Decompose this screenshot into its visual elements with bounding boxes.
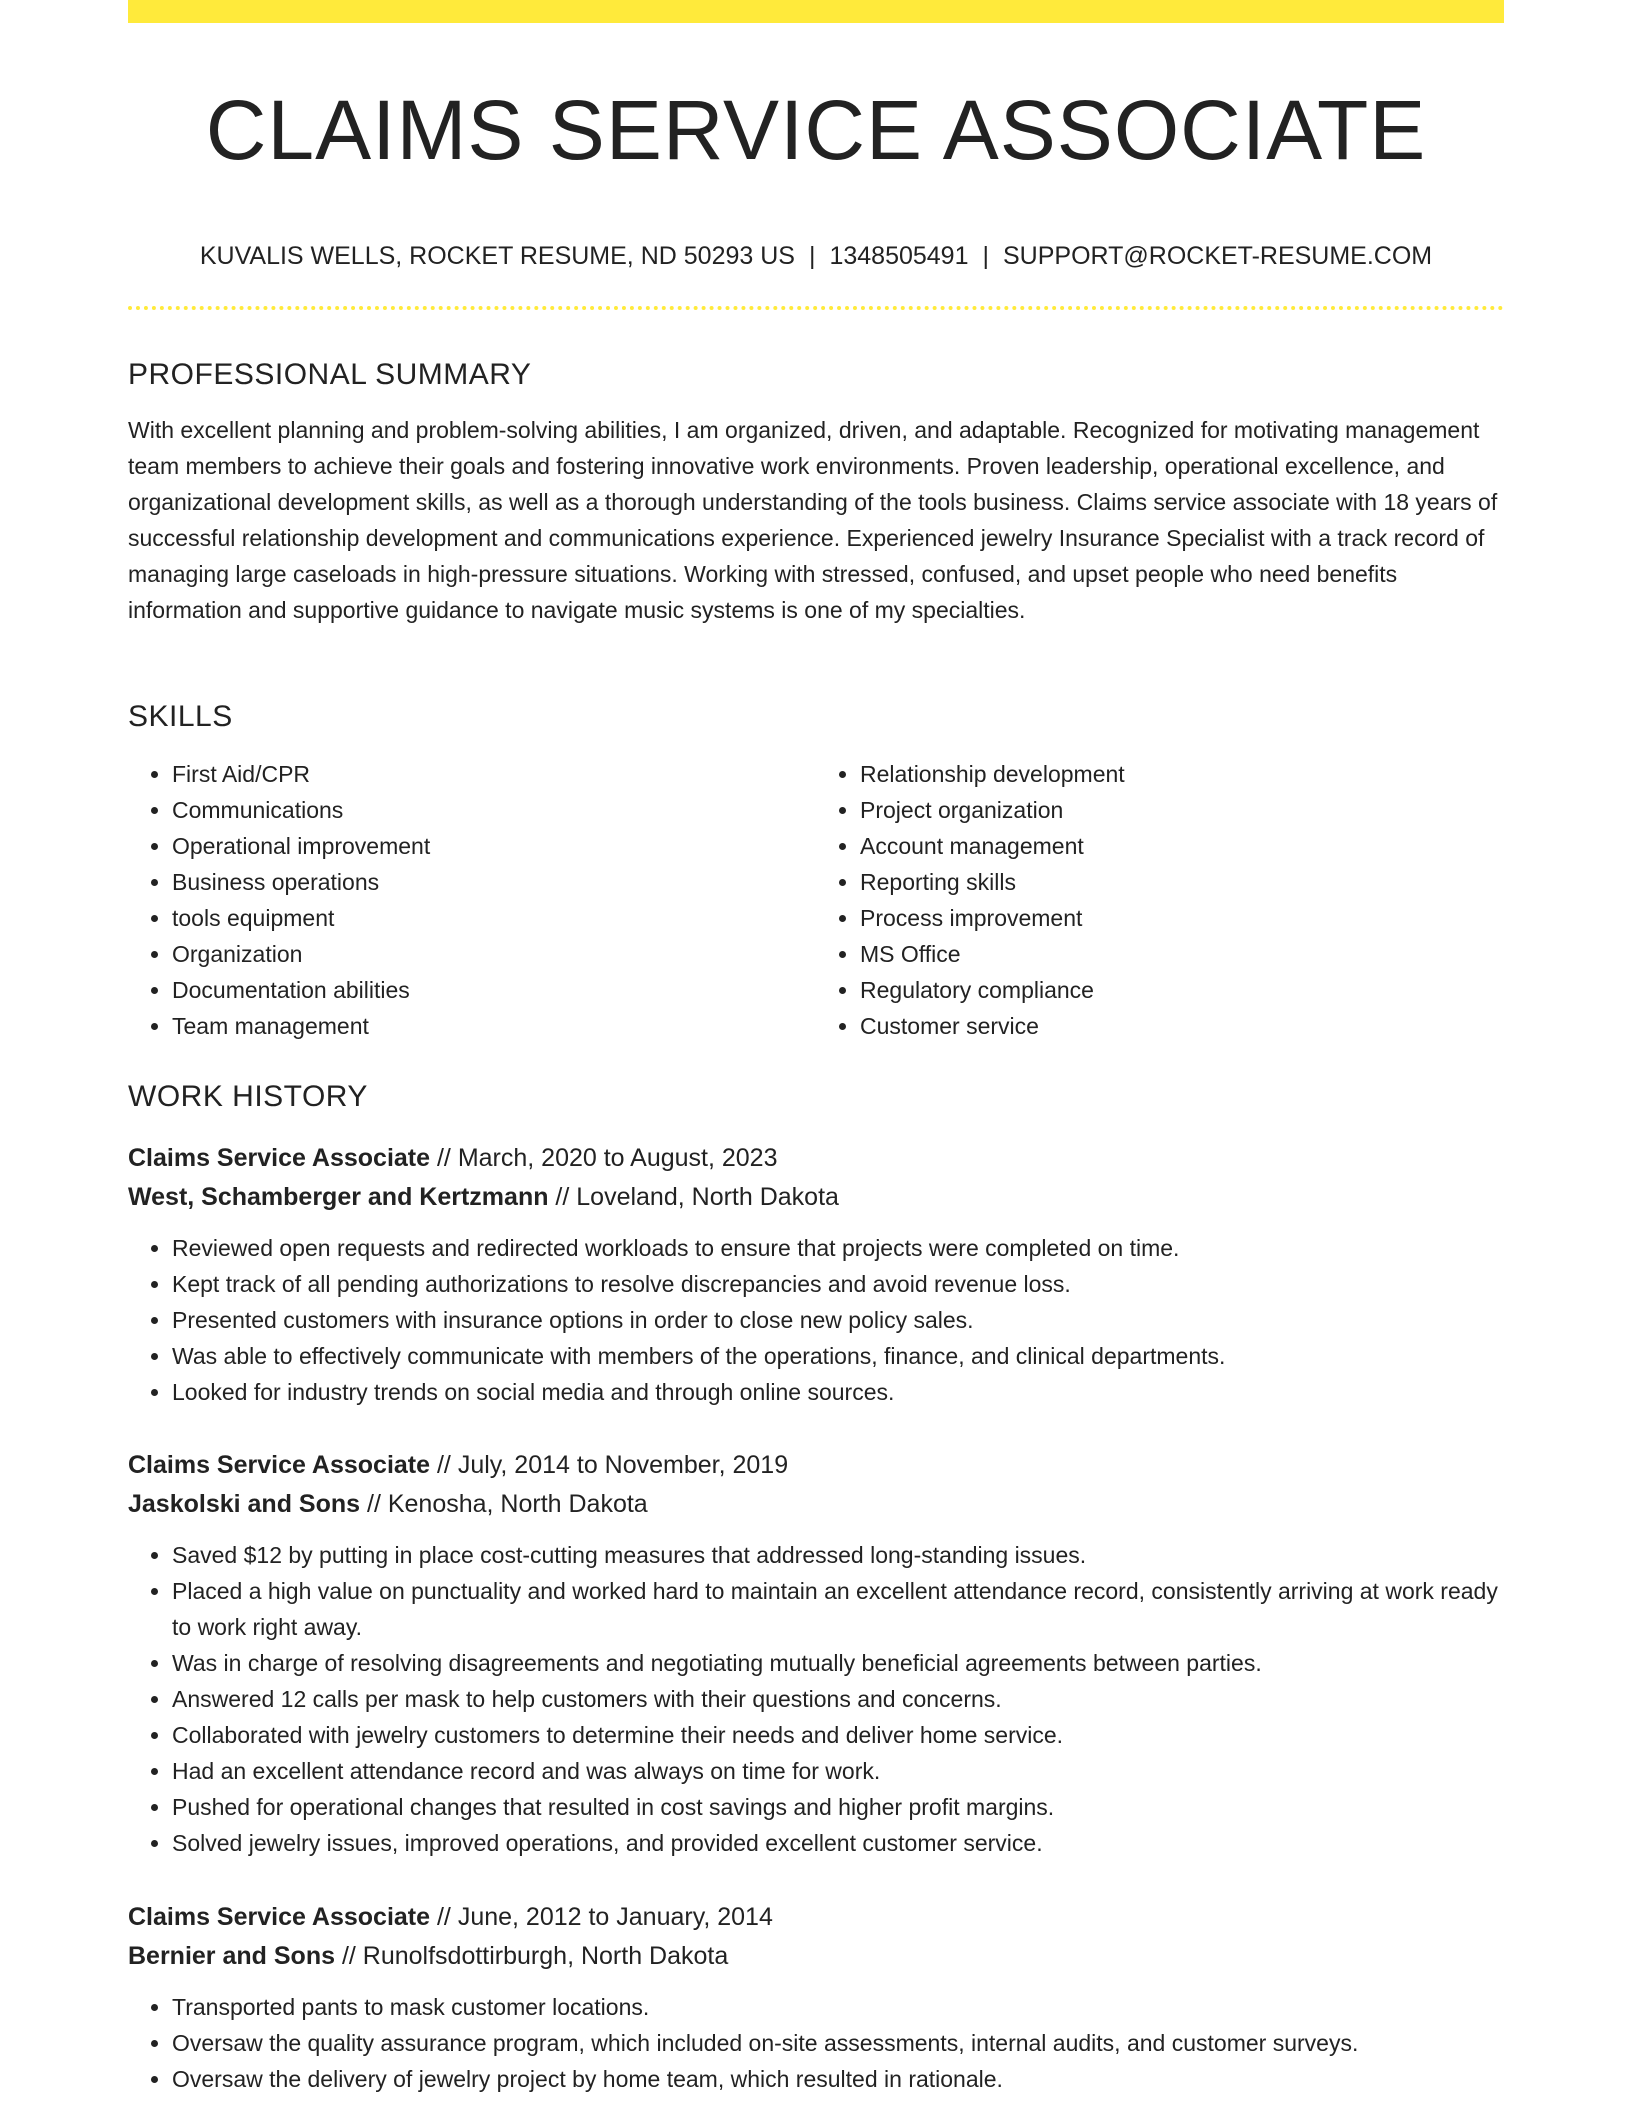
job-entry (128, 1446, 1504, 1861)
job-company: West, Schamberger and Kertzmann (128, 1183, 549, 1211)
job-duty: • Placed a high value on punctuality and worked hard to maintain an excellent attendance record, consistently arriving at work ready to work right away. (172, 1573, 1504, 1645)
summary-section (128, 355, 1504, 628)
job-company-line (128, 1937, 1504, 1976)
skills-list-right (816, 756, 1504, 1044)
job-location: // Runolfsdottirburgh, North Dakota (335, 1942, 729, 1970)
job-duty: • Kept track of all pending authorizations to resolve discrepancies and avoid revenue loss. (172, 1266, 1504, 1302)
job-duty: • Saved $12 by putting in place cost-cutting measures that addressed long-standing issues. (172, 1537, 1504, 1573)
skill-item: • Organization (172, 936, 816, 972)
skill-item: • Reporting skills (860, 864, 1504, 900)
skills-list-left (128, 756, 816, 1044)
job-duty: • Pushed for operational changes that resulted in cost savings and higher profit margins. (172, 1789, 1504, 1825)
work-history-section (128, 1077, 1504, 1117)
job-company-line (128, 1485, 1504, 1524)
job-duties (128, 1537, 1504, 1861)
job-duty: • Presented customers with insurance options in order to close new policy sales. (172, 1302, 1504, 1338)
skills-section (128, 697, 1504, 1044)
accent-top-bar (128, 0, 1504, 23)
contact-email: SUPPORT@ROCKET-RESUME.COM (1003, 242, 1433, 270)
skill-item: • Customer service (860, 1008, 1504, 1044)
contact-phone: 1348505491 (829, 242, 969, 270)
job-duty: • Was in charge of resolving disagreements and negotiating mutually beneficial agreements between parties. (172, 1645, 1504, 1681)
job-duties (128, 1989, 1504, 2097)
skill-item: • Project organization (860, 792, 1504, 828)
job-role: Claims Service Associate (128, 1451, 431, 1479)
job-location: // Loveland, North Dakota (548, 1183, 839, 1211)
skill-item: • MS Office (860, 936, 1504, 972)
job-duty: • Answered 12 calls per mask to help customers with their questions and concerns. (172, 1681, 1504, 1717)
job-role-line (128, 1446, 1504, 1485)
job-duty: • Transported pants to mask customer locations. (172, 1989, 1504, 2025)
skill-item: • Process improvement (860, 900, 1504, 936)
job-role: Claims Service Associate (128, 1903, 431, 1931)
job-duty: • Solved jewelry issues, improved operations, and provided excellent customer service. (172, 1825, 1504, 1861)
skill-item: • Operational improvement (172, 828, 816, 864)
skill-item: • tools equipment (172, 900, 816, 936)
job-duty: • Reviewed open requests and redirected workloads to ensure that projects were completed on time. (172, 1230, 1504, 1266)
job-dates: // March, 2020 to August, 2023 (430, 1144, 778, 1172)
job-company: Jaskolski and Sons (128, 1490, 361, 1518)
job-entry (128, 1139, 1504, 1410)
work-history-heading: WORK HISTORY (128, 1080, 368, 1113)
skill-item: • Communications (172, 792, 816, 828)
job-dates: // July, 2014 to November, 2019 (430, 1451, 789, 1479)
job-company-line (128, 1178, 1504, 1217)
skills-columns (128, 756, 1504, 1044)
job-duty: • Oversaw the delivery of jewelry project by home team, which resulted in rationale. (172, 2061, 1504, 2097)
job-duty: • Was able to effectively communicate with members of the operations, finance, and clinical departments. (172, 1338, 1504, 1374)
contact-line (128, 236, 1504, 276)
dotted-divider (128, 306, 1504, 310)
contact-separator: | (982, 242, 989, 270)
job-company: Bernier and Sons (128, 1942, 335, 1970)
job-duty: • Looked for industry trends on social media and through online sources. (172, 1374, 1504, 1410)
skill-item: • Documentation abilities (172, 972, 816, 1008)
resume-title: CLAIMS SERVICE ASSOCIATE (205, 83, 1427, 177)
job-duty: • Oversaw the quality assurance program, which included on-site assessments, internal audits, and customer surveys. (172, 2025, 1504, 2061)
job-dates: // June, 2012 to January, 2014 (430, 1903, 773, 1931)
job-role: Claims Service Associate (128, 1144, 431, 1172)
job-location: // Kenosha, North Dakota (360, 1490, 648, 1518)
skill-item: • First Aid/CPR (172, 756, 816, 792)
skills-heading: SKILLS (128, 700, 233, 733)
summary-heading: PROFESSIONAL SUMMARY (128, 358, 532, 391)
contact-address: KUVALIS WELLS, ROCKET RESUME, ND 50293 US (199, 242, 795, 270)
contact-separator: | (808, 242, 816, 270)
skill-item: • Account management (860, 828, 1504, 864)
skill-item: • Team management (172, 1008, 816, 1044)
job-entry (128, 1898, 1504, 2097)
job-duty: • Collaborated with jewelry customers to determine their needs and deliver home service. (172, 1717, 1504, 1753)
job-duties (128, 1230, 1504, 1410)
job-duty: • Had an excellent attendance record and was always on time for work. (172, 1753, 1504, 1789)
skill-item: • Business operations (172, 864, 816, 900)
job-role-line (128, 1139, 1504, 1178)
skill-item: • Regulatory compliance (860, 972, 1504, 1008)
skill-item: • Relationship development (860, 756, 1504, 792)
summary-text: With excellent planning and problem-solving abilities, I am organized, driven, and adaptable. Recognized for motivating management team members to achieve their goals and fostering innovative work environments. Proven leadership, operational excellence, and organizational development skills, as well as a thorough understanding of the tools business. Claims service associate with 18 years of successful relationship development and communications experience. Experienced jewelry Insurance Specialist with a track record of managing large caseloads in high-pressure situations. Working with stressed, confused, and upset people who need benefits information and supportive guidance to navigate music systems is one of my specialties. (128, 417, 1498, 623)
job-role-line (128, 1898, 1504, 1937)
